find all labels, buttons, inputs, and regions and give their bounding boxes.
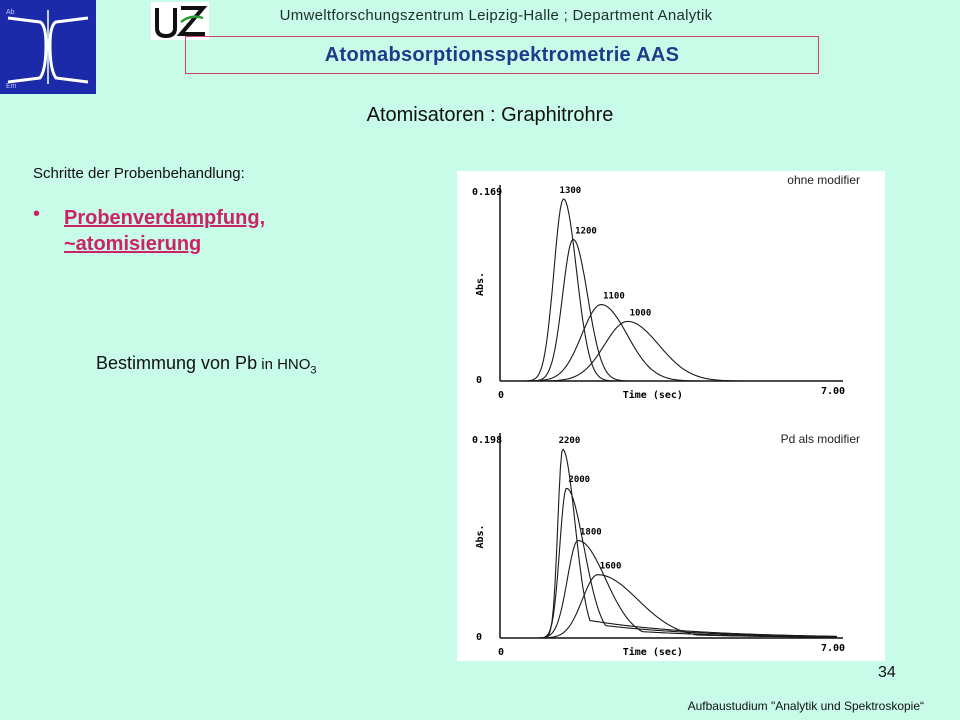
- series-line-1300: [500, 199, 837, 381]
- chart-mode-label: ohne modifier: [787, 173, 860, 187]
- logo-em-text: Em: [6, 83, 17, 90]
- y-tick-zero-label: 0: [476, 632, 483, 643]
- ufz-logo-left: [0, 0, 96, 94]
- x-axis-label: Time (sec): [622, 390, 683, 401]
- chart-ohne-modifier: [472, 173, 860, 401]
- series-label-1300: 1300: [559, 185, 582, 196]
- ufz-monogram-icon: [151, 2, 209, 40]
- series-line-1000: [500, 321, 837, 381]
- pb-determination-text: [96, 353, 317, 377]
- steps-label: Schritte der Probenbehandlung:: [33, 165, 245, 182]
- y-axis-label: Abs.: [475, 271, 486, 296]
- series-line-1100: [500, 305, 837, 381]
- logo-ab-text: Ab: [6, 9, 15, 16]
- y-tick-top-label: 0.198: [472, 435, 503, 446]
- slide-title: Atomabsorptionsspektrometrie AAS: [324, 43, 680, 66]
- series-label-1000: 1000: [629, 308, 652, 319]
- series-label-2200: 2200: [558, 436, 581, 447]
- chart-pd-modifier: [472, 432, 860, 658]
- pb-main-text: Bestimmung von Pb: [96, 353, 258, 373]
- series-line-2000: [500, 489, 837, 639]
- page-number: 34: [878, 664, 896, 681]
- x-tick-zero-label: 0: [498, 390, 505, 401]
- series-line-2200: [500, 449, 837, 638]
- x-tick-zero-label: 0: [498, 647, 505, 658]
- series-label-1800: 1800: [579, 527, 602, 538]
- chart-mode-label: Pd als modifier: [780, 432, 860, 446]
- pb-subscript: 3: [310, 364, 317, 377]
- x-tick-max-label: 7.00: [821, 643, 846, 654]
- x-tick-max-label: 7.00: [821, 386, 846, 397]
- y-axis-label: Abs.: [475, 524, 486, 549]
- pb-in-text: in HNO: [257, 356, 311, 373]
- series-label-1100: 1100: [603, 291, 625, 302]
- bullet-link[interactable]: Probenverdampfung, ~atomisierung: [64, 207, 266, 255]
- footer-text: Aufbaustudium "Analytik und Spektroskopie“: [687, 699, 924, 713]
- ufz-logo-right: [151, 2, 209, 40]
- institute-name: Umweltforschungszentrum Leipzig-Halle ; Department Analytik: [279, 7, 713, 24]
- absorption-emission-logo-icon: [0, 0, 96, 94]
- y-tick-top-label: 0.169: [472, 187, 503, 198]
- chart-panel: [457, 171, 885, 661]
- series-label-2000: 2000: [568, 475, 591, 486]
- bullet-marker: •: [33, 203, 41, 225]
- chromatogram-charts: [457, 171, 885, 661]
- series-label-1600: 1600: [599, 561, 622, 572]
- y-tick-zero-label: 0: [476, 375, 483, 386]
- title-box: [185, 36, 819, 74]
- series-line-1800: [500, 541, 837, 639]
- slide-subtitle: Atomisatoren : Graphitrohre: [366, 104, 614, 126]
- x-axis-label: Time (sec): [622, 647, 683, 658]
- series-label-1200: 1200: [575, 226, 597, 237]
